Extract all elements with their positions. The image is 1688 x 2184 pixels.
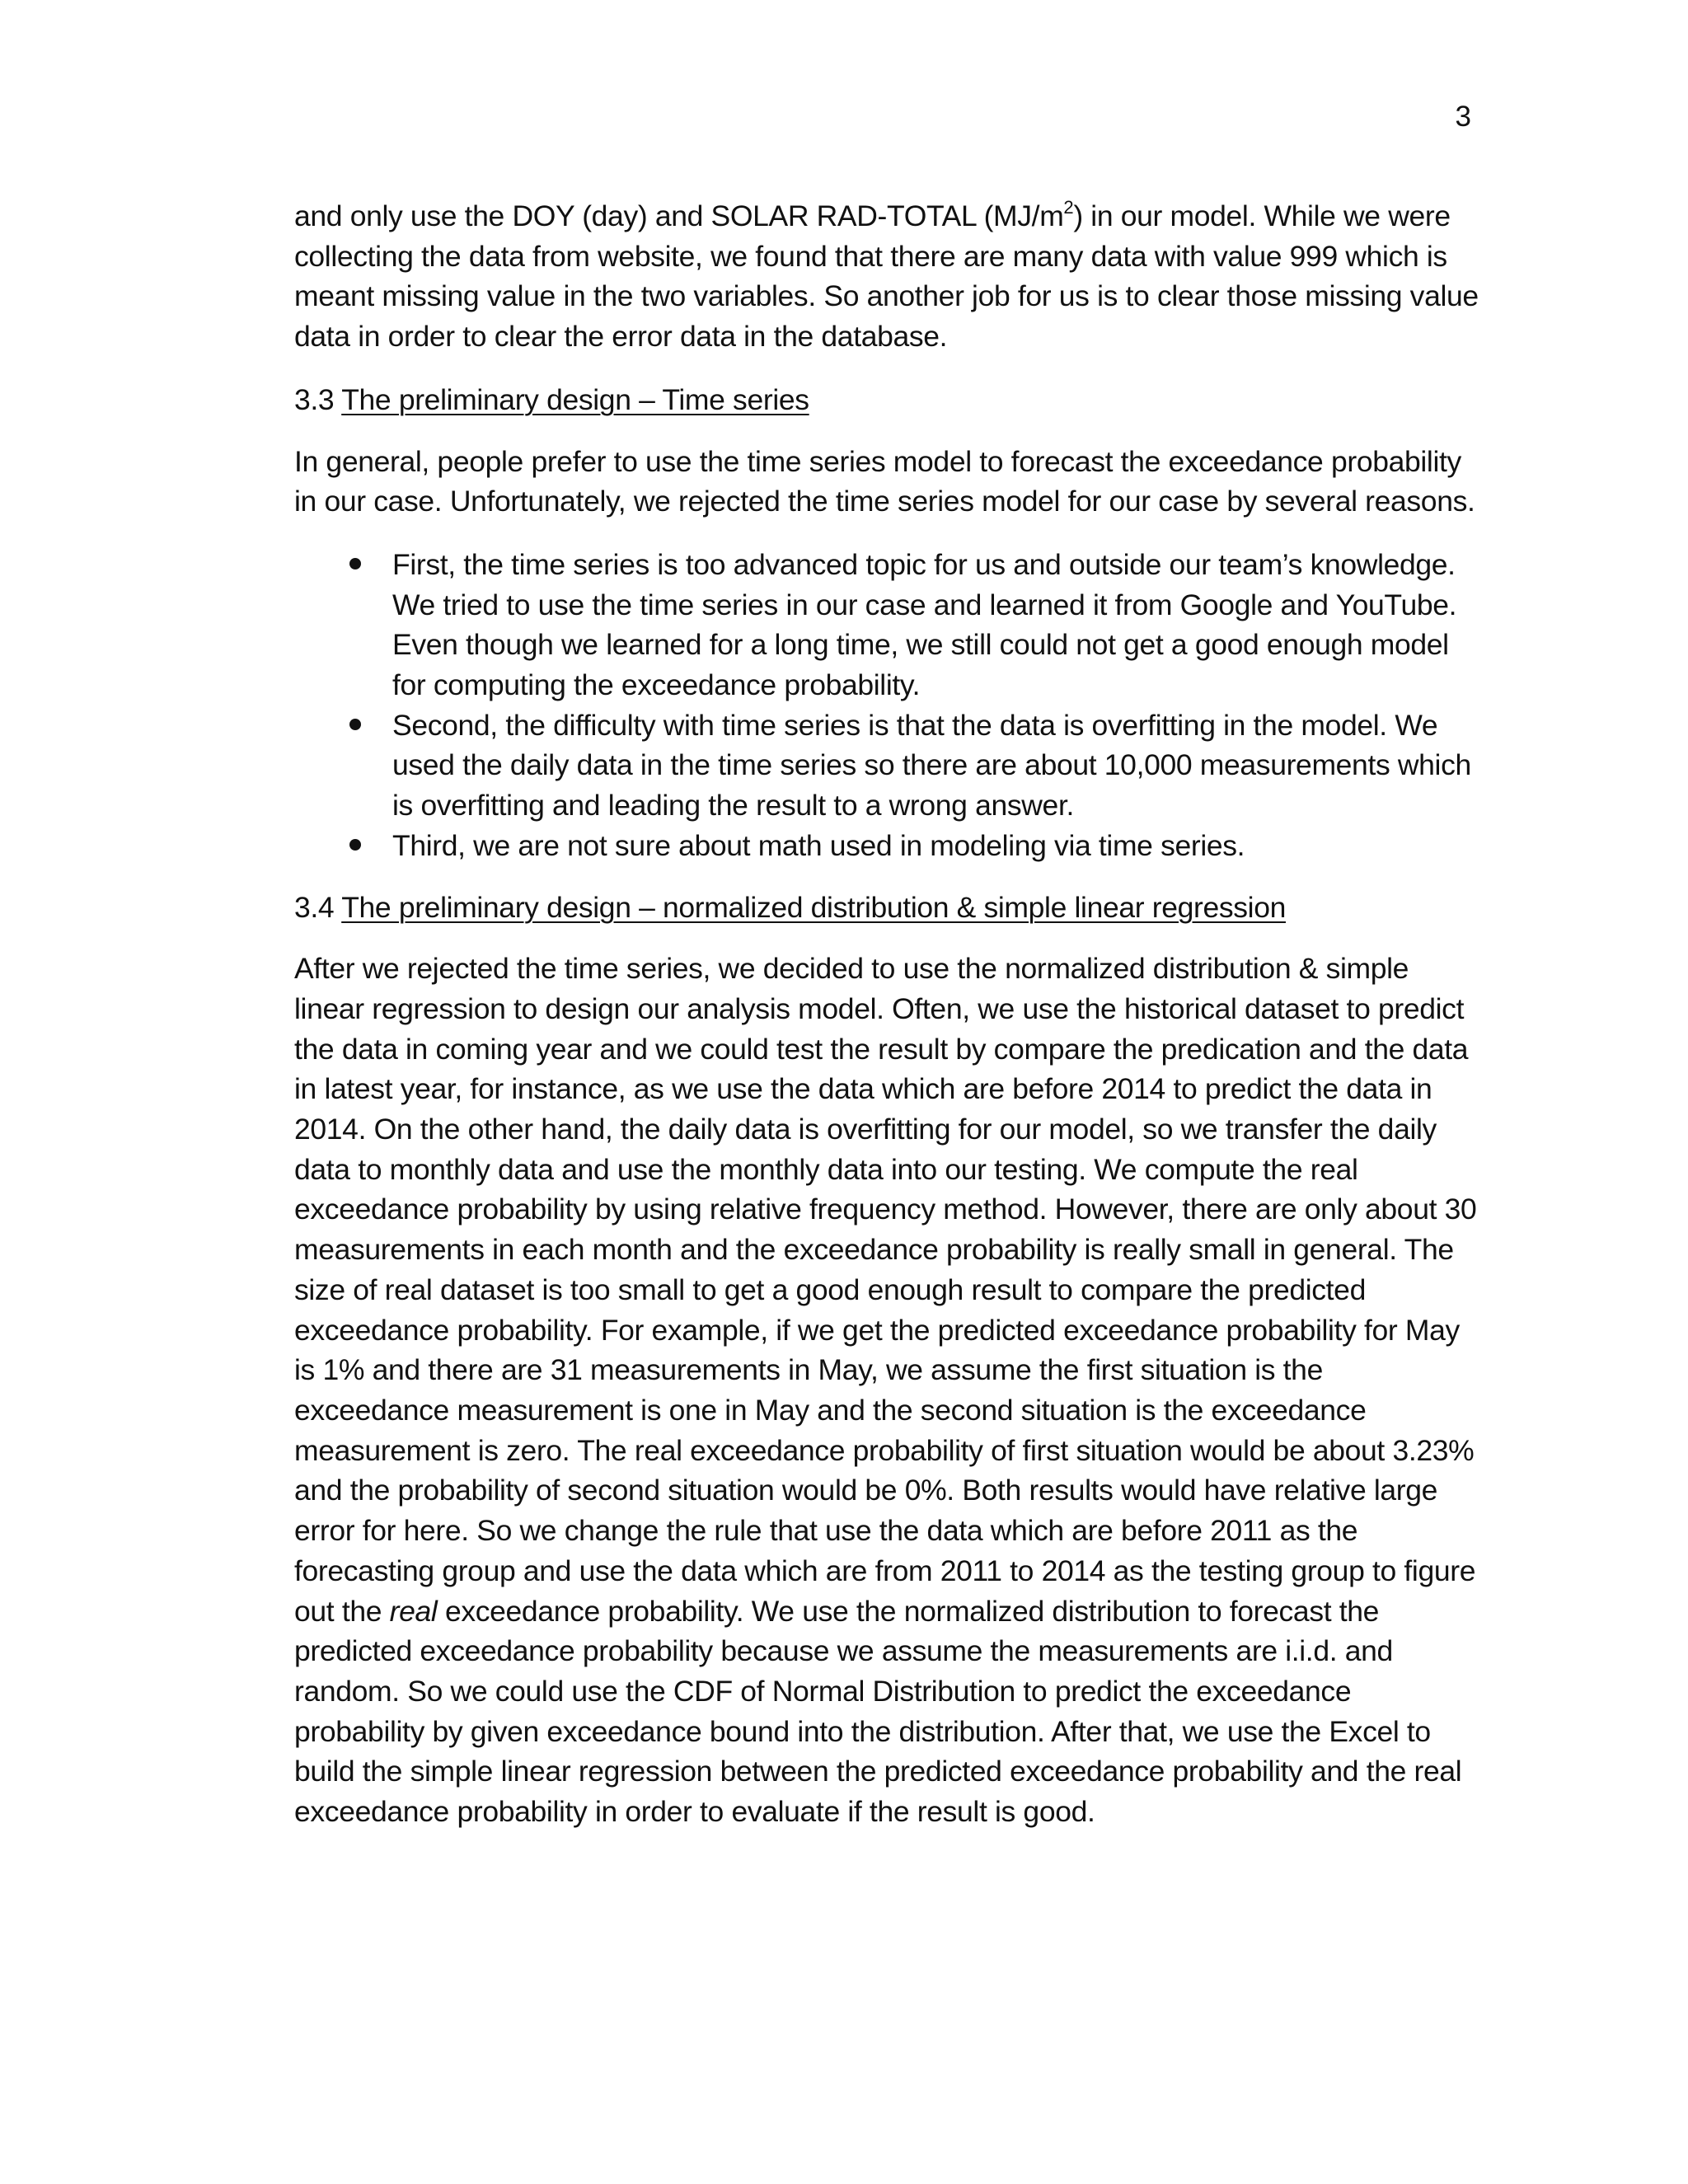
- intro-paragraph: [294, 196, 1481, 357]
- list-item: [294, 545, 1481, 705]
- bullet-text: Second, the difficulty with time series is that the data is overfitting in the model. We used the daily data in the time series so there are about 10,000 measurements which is overfitting and leading the result to a wrong answer.: [392, 708, 1471, 823]
- section-3-4-text-end: exceedance probability. We use the normalized distribution to forecast the predicted exceedance probability because we assume the measurements are i.i.d. and random. So we could use the CDF of Normal Distribution to predict the exceedance probability by given exceedance bound into the distribution. After that, we use the Excel to build the simple linear regression between the predicted exceedance probability and the real exceedance probability in order to evaluate if the result is good.: [294, 1594, 1462, 1829]
- bullet-text: Third, we are not sure about math used in modeling via time series.: [392, 828, 1245, 862]
- section-3-3-paragraph: In general, people prefer to use the time series model to forecast the exceedance probability in our case. Unfortunately, we rejected the time series model for our case by several reasons.: [294, 444, 1475, 518]
- bullet-icon: [349, 839, 361, 851]
- page-number: 3: [1455, 101, 1471, 133]
- section-3-4-title: The preliminary design – normalized distribution & simple linear regression: [341, 890, 1286, 924]
- section-3-3-number: 3.3: [294, 382, 335, 416]
- italic-emphasis: real: [389, 1594, 438, 1628]
- list-item: [294, 705, 1481, 826]
- reasons-bullet-list: [294, 545, 1481, 866]
- bullet-icon: [349, 558, 361, 569]
- intro-text-end: ) in our model. While we were collecting the data from website, we found that there are many data with value 999 which is meant missing value in the two variables. So another job for us is to clear those missing value data in order to clear the error data in the database.: [294, 199, 1479, 354]
- section-3-4-paragraph: [294, 949, 1481, 1831]
- section-3-4-number: 3.4: [294, 890, 335, 924]
- superscript-exponent: 2: [1063, 197, 1074, 218]
- bullet-icon: [349, 719, 361, 730]
- intro-text-start: and only use the DOY (day) and SOLAR RAD-TOTAL (MJ/m: [294, 199, 1064, 232]
- section-3-3-heading: [294, 380, 1481, 420]
- list-item: [294, 826, 1481, 866]
- section-3-4-text-start: After we rejected the time series, we decided to use the normalized distribution & simple linear regression to design our analysis model. Often, we use the historical dataset to predict the data in coming year and we could test the result by compare the predication and the data in latest year, for instance, as we use the data which are before 2014 to predict the data in 2014. On the other hand, the daily data is overfitting for our model, so we transfer the daily data to monthly data and use the monthly data into our testing. We compute the real exceedance probability by using relative frequency method. However, there are only about 30 measurements in each month and the exceedance probability is really small in general. The size of real dataset is too small to get a good enough result to compare the predicted exceedance probability. For example, if we get the predicted exceedance probability for May is 1% and there are 31 measurements in May, we assume the first situation is the exceedance measurement is one in May and the second situation is the exceedance measurement is zero. The real exceedance probability of first situation would be about 3.23% and the probability of second situation would be 0%. Both results would have relative large error for here. So we change the rule that use the data which are before 2011 as the forecasting group and use the data which are from 2011 to 2014 as the testing group to figure out the: [294, 952, 1477, 1628]
- section-3-4-heading: [294, 888, 1481, 928]
- bullet-text: First, the time series is too advanced topic for us and outside our team’s knowledge. We tried to use the time series in our case and learned it from Google and YouTube. Even though we learned for a long time, we still could not get a good enough model for computing the exceedance probability.: [392, 547, 1457, 702]
- section-3-3-title: The preliminary design – Time series: [341, 382, 809, 416]
- page-content: [294, 196, 1481, 1855]
